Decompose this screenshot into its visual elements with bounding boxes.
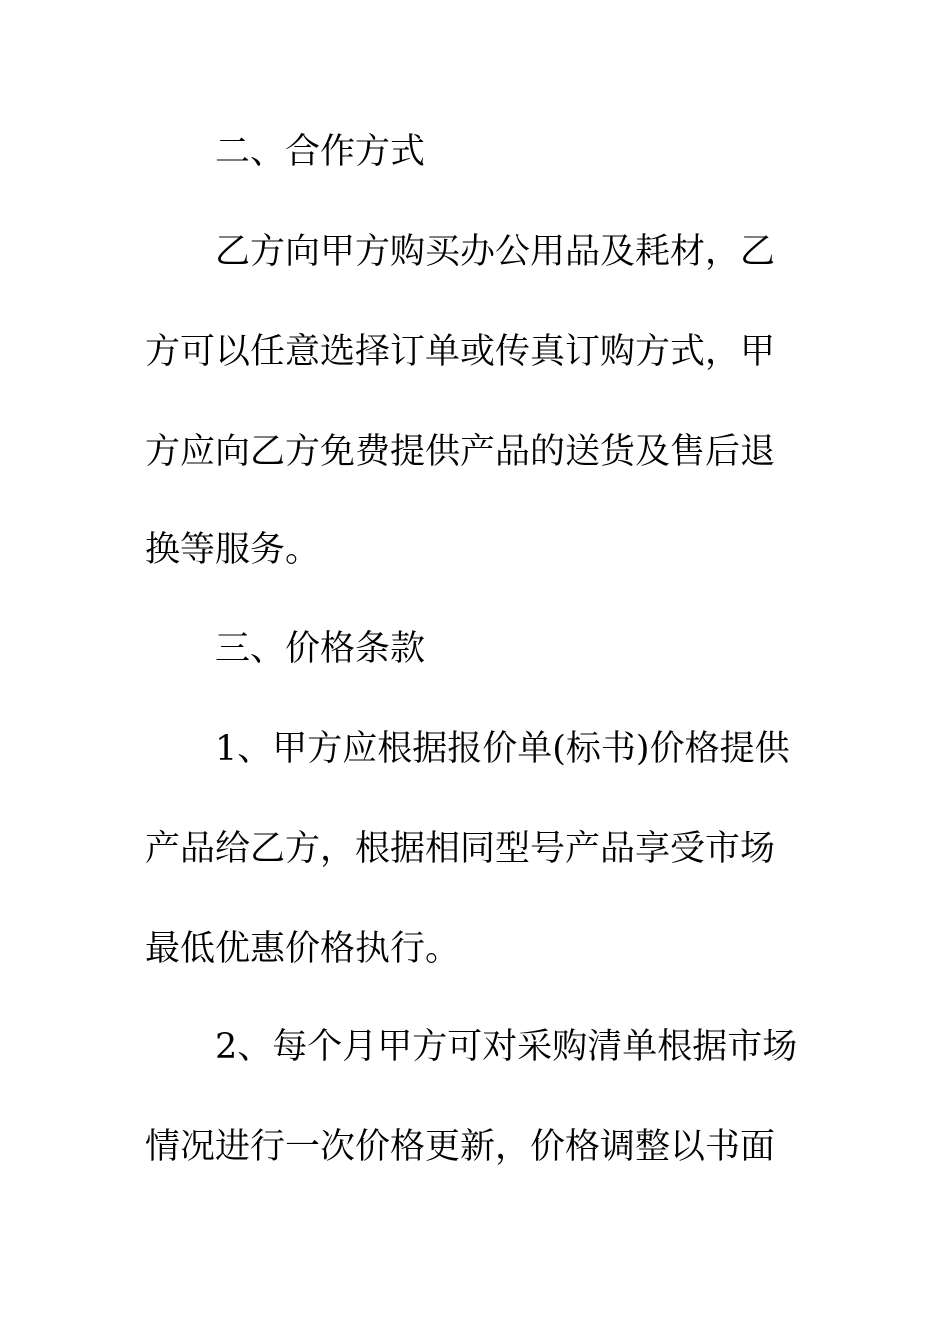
- clause-line: 最低优惠价格执行。: [145, 929, 461, 969]
- paragraph-line: 乙方向甲方购买办公用品及耗材，乙: [215, 232, 776, 272]
- section-heading-cooperation: 二、合作方式: [215, 132, 426, 172]
- paragraph-line: 换等服务。: [145, 530, 321, 570]
- paragraph-line: 方应向乙方免费提供产品的送货及售后退: [145, 432, 776, 472]
- clause-line: 产品给乙方，根据相同型号产品享受市场: [145, 829, 776, 869]
- clause-line: 2、每个月甲方可对采购清单根据市场: [215, 1027, 798, 1067]
- paragraph-line: 方可以任意选择订单或传真订购方式，甲: [145, 332, 776, 372]
- clause-line: 1、甲方应根据报价单(标书)价格提供: [215, 729, 790, 769]
- section-heading-price-terms: 三、价格条款: [215, 629, 426, 669]
- clause-line: 情况进行一次价格更新，价格调整以书面: [145, 1127, 776, 1167]
